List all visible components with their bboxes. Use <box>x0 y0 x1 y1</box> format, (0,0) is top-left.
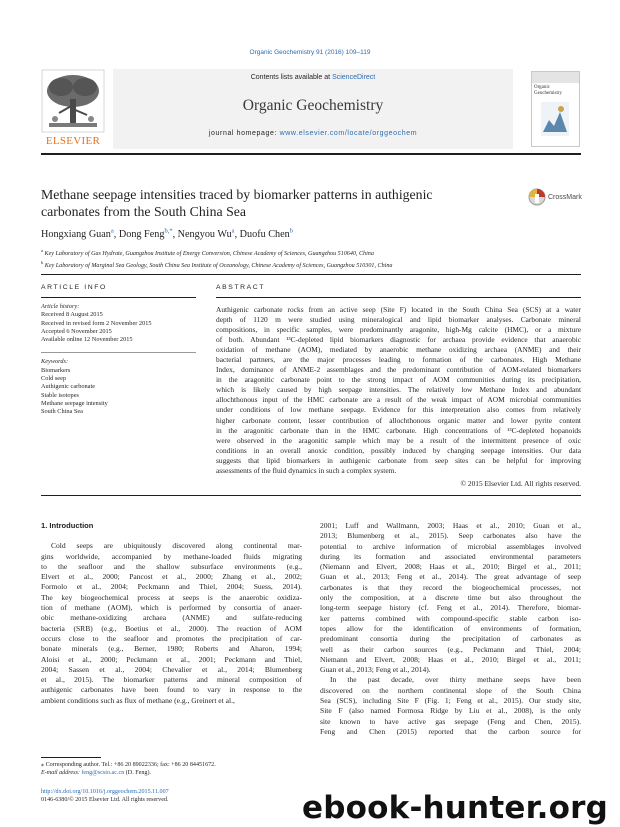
text-line: long-term seepage history (cf. Feng et al., 2014). Therefore, biomar- <box>320 603 581 613</box>
homepage-prefix: journal homepage: <box>208 130 280 137</box>
author-affiliation-mark: b,* <box>164 228 173 235</box>
text-line: bonate minerals (e.g., Berner, 1980; Roberts and Aharon, 1994; <box>41 644 302 654</box>
abstract-line: in the aragonitic carbonate point to the strong impact of AOM communities during its precipitation, <box>216 375 581 385</box>
author-affiliation-mark: a <box>110 228 114 235</box>
email-link[interactable]: feng@scsio.ac.cn <box>81 770 125 777</box>
article-title-line-1: Methane seepage intensities traced by biomarker patterns in authigenic <box>41 187 433 202</box>
body-column-left <box>41 521 302 706</box>
text-line: ambient conditions such as flux of methane (e.g., Greinert et al., <box>41 695 235 705</box>
affiliation-divider <box>41 274 581 275</box>
homepage-line <box>113 130 513 137</box>
author[interactable]: Dong Feng$^{b,*}$, <box>118 228 178 241</box>
journal-citation-link[interactable]: Organic Geochemistry 91 (2016) 109–119 <box>249 49 371 56</box>
abstract-line: Authigenic carbonate rocks from an active seep (Site F) located in the South China Sea (SCS) at a water <box>216 305 581 314</box>
text-line: predominant consortia during the precipitation of carbonates as <box>320 634 581 644</box>
article-info-heading: ARTICLE INFO <box>41 284 107 291</box>
author-list <box>41 228 293 240</box>
text-line: tion of methane (AOM), which is performed by consortia of anaer- <box>41 603 302 613</box>
text-line: ker patterns combined with compound-specific stable carbon iso- <box>320 613 581 623</box>
text-line: 2004; Sassen et al., 2004; Chevalier et al., 2014; Blumenberg <box>41 664 302 674</box>
abstract-line: allochthonous input of the HMC carbonate are a result of the weak impact of AOM microbial communities <box>216 395 581 405</box>
abstract-line: oxidation of methane (AOM), mediated by anaerobic methane oxidizing archaea (ANME) and their <box>216 345 581 355</box>
affiliation: $^b$ Key Laboratory of Marginal Sea Geology, South China Sea Institute of Oceanology, Chinese Academy of Sciences, Guangzhou 510301, China <box>41 259 393 269</box>
affiliations <box>41 247 581 271</box>
text-line: authigenic carbonates have been found to vary in response to the <box>41 685 302 695</box>
text-line: topes allow for the identification of environments of formation, <box>320 623 581 633</box>
homepage-link[interactable]: www.elsevier.com/locate/orggeochem <box>279 130 418 137</box>
abstract-line: suggests that lipid biomarkers in authigenic carbonate from seep sites can be helpful for improving <box>216 455 581 465</box>
journal-header <box>41 69 581 149</box>
text-line: et al., 2015). The biomarker patterns and mineral composition of <box>41 675 302 685</box>
text-line: Niemann and Elvert, 2008; Haas et al., 2010; Birgel et al., 2011; <box>320 654 581 664</box>
author-affiliation-mark: b <box>289 228 293 235</box>
keyword: Biomarkers <box>41 366 71 374</box>
article-title-line-2: carbonates from the South China Sea <box>41 204 246 219</box>
text-line: potential to archive information of microbial assemblages involved <box>320 541 581 551</box>
text-line: 2001; Luff and Wallmann, 2003; Haas et al., 2010; Guan et al., <box>320 521 581 530</box>
abstract-line: conditions in an overall anoxic condition, possibly induced by changing seepage intensities. Our data <box>216 445 581 455</box>
abstract-copyright: © 2015 Elsevier Ltd. All rights reserved. <box>460 478 581 488</box>
text-line: (Niemann and Elvert, 2008; Haas et al., 2010; Birgel et al., 2011; <box>320 562 581 572</box>
text-line: 2013; Blumenberg et al., 2015). Seep carbonates also have the <box>320 531 581 541</box>
author[interactable]: Hongxiang Guan$^a$, <box>41 228 119 241</box>
contents-prefix: Contents lists available at <box>250 74 333 81</box>
abstract-line: compositions, in specific samples, were predominantly aragonite, high-Mg calcite (HMC), or a mixture <box>216 325 581 335</box>
text-line: occurs close to the seafloor and promotes the precipitation of car- <box>41 633 302 643</box>
text-line: only the composition, at a discrete time but also throughout the <box>320 593 581 603</box>
abstract-line: Index, dominance of ANME-2 assemblages and the predominant contribution of AOM-related biomarkers <box>216 365 581 375</box>
sciencedirect-link[interactable]: ScienceDirect <box>332 74 376 81</box>
section-heading: 1. Introduction <box>41 521 94 530</box>
text-line: obic methane-oxidizing archaea (ANME) and sulfate-reducing <box>41 613 302 623</box>
keywords-rule <box>41 352 196 353</box>
cover-band <box>532 72 579 83</box>
text-line: Aloisi et al., 2000; Peckmann et al., 2001; Peckmann and Thiel, <box>41 654 302 664</box>
journal-cover-thumbnail <box>531 71 580 147</box>
abstract-text <box>216 305 581 476</box>
text-line: Guan et al., 2013; Feng et al., 2014). The great advantage of seep <box>320 572 581 582</box>
keyword: Cold seep <box>41 375 67 383</box>
email-note: E-mail address: feng@scsio.ac.cn (D. Feng). <box>41 770 151 777</box>
footnotes <box>41 761 311 778</box>
left-column-text <box>41 541 302 706</box>
author[interactable]: Nengyou Wu$^a$, <box>177 228 240 241</box>
text-line: The key biogeochemical process at seeps is the anaerobic oxidiza- <box>41 592 302 602</box>
header-divider <box>41 153 581 155</box>
text-line: site known to have active gas seepage (Feng and Chen, 2015). <box>320 716 581 726</box>
abstract-rule <box>216 297 581 298</box>
corresponding-author-note: ⁎ Corresponding author. Tel.: +86 20 89022336; fax: +86 20 84451672. <box>41 762 216 768</box>
doi-link[interactable]: http://dx.doi.org/10.1016/j.orggeochem.2015.11.007 <box>41 789 169 795</box>
crossmark-label: CrossMark <box>548 194 582 201</box>
article-history <box>41 311 196 344</box>
keywords-list <box>41 367 196 417</box>
abstract-line: assessments of the fluid dynamics in such a complex system. <box>216 465 397 475</box>
history-item: Accepted 6 November 2015 <box>41 327 112 335</box>
issn-line: 0146-6380/© 2015 Elsevier Ltd. All rights reserved. <box>41 797 169 803</box>
history-item: Received 8 August 2015 <box>41 311 103 319</box>
keyword: South China Sea <box>41 408 83 416</box>
text-line: during its formation and associated environmental parameters <box>320 551 581 561</box>
journal-banner <box>113 69 513 149</box>
text-line: carbonates is that they record the biogeochemical processes, not <box>320 582 581 592</box>
author[interactable]: Duofu Chen$^b$ <box>239 228 293 241</box>
abstract-line: were observed in the aragonitic sample which may be a result of the intermittent presence of oxic <box>216 435 581 445</box>
abstract-line: which is likely caused by high seepage intensities. The relatively low Methane Index and abundant <box>216 385 581 395</box>
keywords-label: Keywords: <box>41 358 69 366</box>
article-info-rule <box>41 297 196 298</box>
text-line: Site F (also named Formosa Ridge by Liu et al., 2008), is the only <box>320 706 581 716</box>
crossmark-badge[interactable] <box>528 187 598 211</box>
affiliation: $^a$ Key Laboratory of Gas Hydrate, Guangzhou Institute of Energy Conversion, Chinese Academy of Sciences, Guangzhou 510640, China <box>41 248 374 258</box>
cover-graphic <box>541 102 569 136</box>
text-line: Guan et al., 2013; Feng et al., 2014). <box>320 665 431 675</box>
text-line: Elvert et al., 2000; Pancost et al., 2000; Zhang et al., 2002; <box>41 572 302 582</box>
text-line: Sea (SCS), including Site F (Fig. 1; Feng et al., 2015). Our study site, <box>320 696 581 706</box>
abstract-heading: ABSTRACT <box>216 284 266 291</box>
text-line: gins worldwide, accompanied by methane-loaded fluids migrating <box>41 551 302 561</box>
cover-title: Organic Geochemistry <box>534 85 563 96</box>
right-column-text <box>320 521 581 737</box>
abstract-line: in the aragonitic carbonate than in the HMC carbonate. High concentrations of ¹³C-depleted hopanoids <box>216 425 581 435</box>
body-column-right <box>320 521 581 737</box>
crossmark-icon <box>528 187 546 209</box>
author-affiliation-mark: a <box>231 228 235 235</box>
abstract <box>216 284 581 488</box>
keyword: Stable isotopes <box>41 391 79 399</box>
abstract-divider <box>41 495 581 496</box>
history-item: Available online 12 November 2015 <box>41 336 133 344</box>
abstract-line: of both. Abundant ¹³C-depleted lipid biomarkers diagnostic for archaea provide evidence that anaerobic <box>216 335 581 345</box>
keyword: Methane seepage intensity <box>41 399 108 407</box>
text-line: discovered on the northern continental slope of the South China <box>320 685 581 695</box>
footnote-divider <box>41 757 101 758</box>
text-line: Cold seeps are ubiquitously discovered along continental mar- <box>51 541 302 551</box>
abstract-line: depth of 1120 m were studied using mineralogical and lipid biomarker analyses. Carbonate mineral <box>216 315 581 325</box>
text-line: In the past decade, over thirty methane seeps have been <box>330 675 581 685</box>
abstract-line: higher carbonate content, lesser contribution of allochthonous organic matter and lower pyrite content <box>216 415 581 425</box>
text-line: to the seafloor and the shallow subsurface environments (e.g., <box>41 561 302 571</box>
article-info <box>41 284 196 417</box>
text-line: well as their carbon sources (e.g., Peckmann and Thiel, 2004; <box>320 644 581 654</box>
journal-name: Organic Geochemistry <box>242 97 384 114</box>
contents-line <box>113 74 513 81</box>
abstract-line: under conditions of low methane seepage. Evidence for this interpretation also comes from relatively <box>216 405 581 415</box>
article-title <box>41 186 501 220</box>
article-history-label: Article history: <box>41 303 80 310</box>
elsevier-wordmark: ELSEVIER <box>45 135 101 147</box>
text-line: bacteria (SRB) (e.g., Boetius et al., 2000). The reaction of AOM <box>41 623 302 633</box>
abstract-line: bacterial partners, are the major processes leading to formation of the carbonates. High Methane <box>216 355 581 365</box>
text-line: Formolo et al., 2004; Peckmann and Thiel, 2004; Suess, 2014). <box>41 582 302 592</box>
keyword: Authigenic carbonate <box>41 383 96 391</box>
text-line: Feng and Chen (2015) reported that the carbon source for <box>320 726 581 736</box>
history-item: Received in revised form 2 November 2015 <box>41 319 152 327</box>
watermark-text: ebook-hunter.org <box>302 790 608 826</box>
